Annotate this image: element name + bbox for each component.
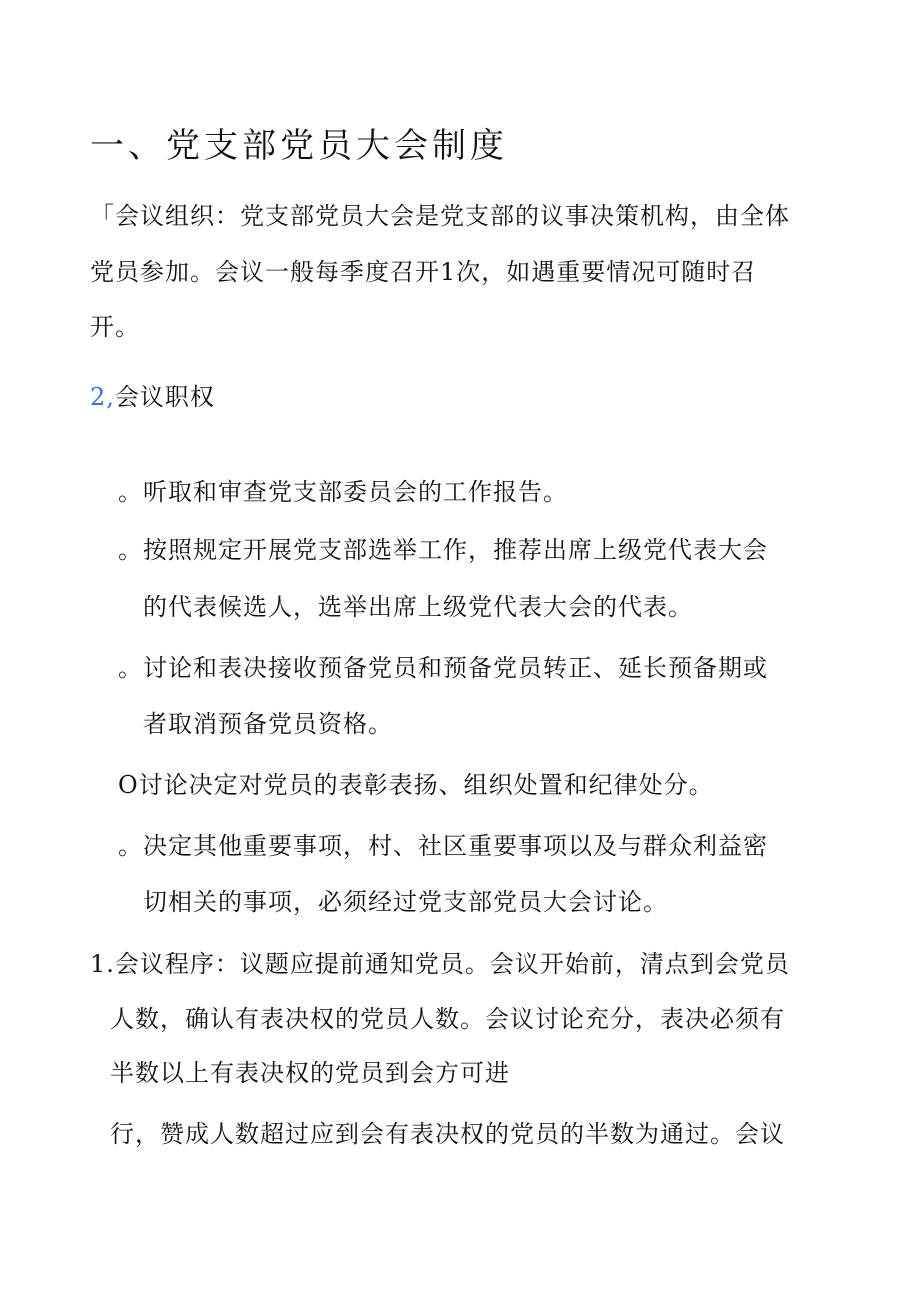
item-3-line-2: 者取消预备党员资格。 [143, 710, 393, 738]
section2-heading [90, 381, 215, 413]
section1-line-3: 开。 [90, 313, 140, 341]
item-5-line-2: 切相关的事项，必须经过党支部党员大会讨论。 [143, 888, 668, 916]
section3-line-2: 人数，确认有表决权的党员人数。会议讨论充分，表决必须有 [110, 1005, 785, 1033]
item-1-line-1: 。听取和审查党支部委员会的工作报告。 [118, 478, 568, 506]
section1-line-1: 「会议组织：党支部党员大会是党支部的议事决策机构，由全体 [90, 202, 790, 230]
page-title: 一、党支部党员大会制度 [90, 126, 508, 166]
item-5-line-1: 。决定其他重要事项，村、社区重要事项以及与群众利益密 [118, 832, 768, 860]
section2-heading-text: 会议职权 [114, 383, 215, 411]
section2-number: 2, [90, 383, 115, 411]
section1-line-2: 党员参加。会议一般每季度召开1次，如遇重要情况可随时召 [90, 258, 757, 286]
section3-line-3: 半数以上有表决权的党员到会方可进 [110, 1059, 510, 1087]
item-3-line-1: 。讨论和表决接收预备党员和预备党员转正、延长预备期或 [118, 654, 768, 682]
item-2-line-1: 。按照规定开展党支部选举工作，推荐出席上级党代表大会 [118, 536, 768, 564]
section3-line-1: 1.会议程序：议题应提前通知党员。会议开始前，清点到会党员 [90, 950, 790, 978]
item-2-line-2: 的代表候选人，选举出席上级党代表大会的代表。 [143, 593, 693, 621]
item-4-line-1: O讨论决定对党员的表彰表扬、组织处置和纪律处分。 [118, 771, 714, 799]
section3-line-4: 行，赞成人数超过应到会有表决权的党员的半数为通过。会议 [110, 1120, 785, 1148]
